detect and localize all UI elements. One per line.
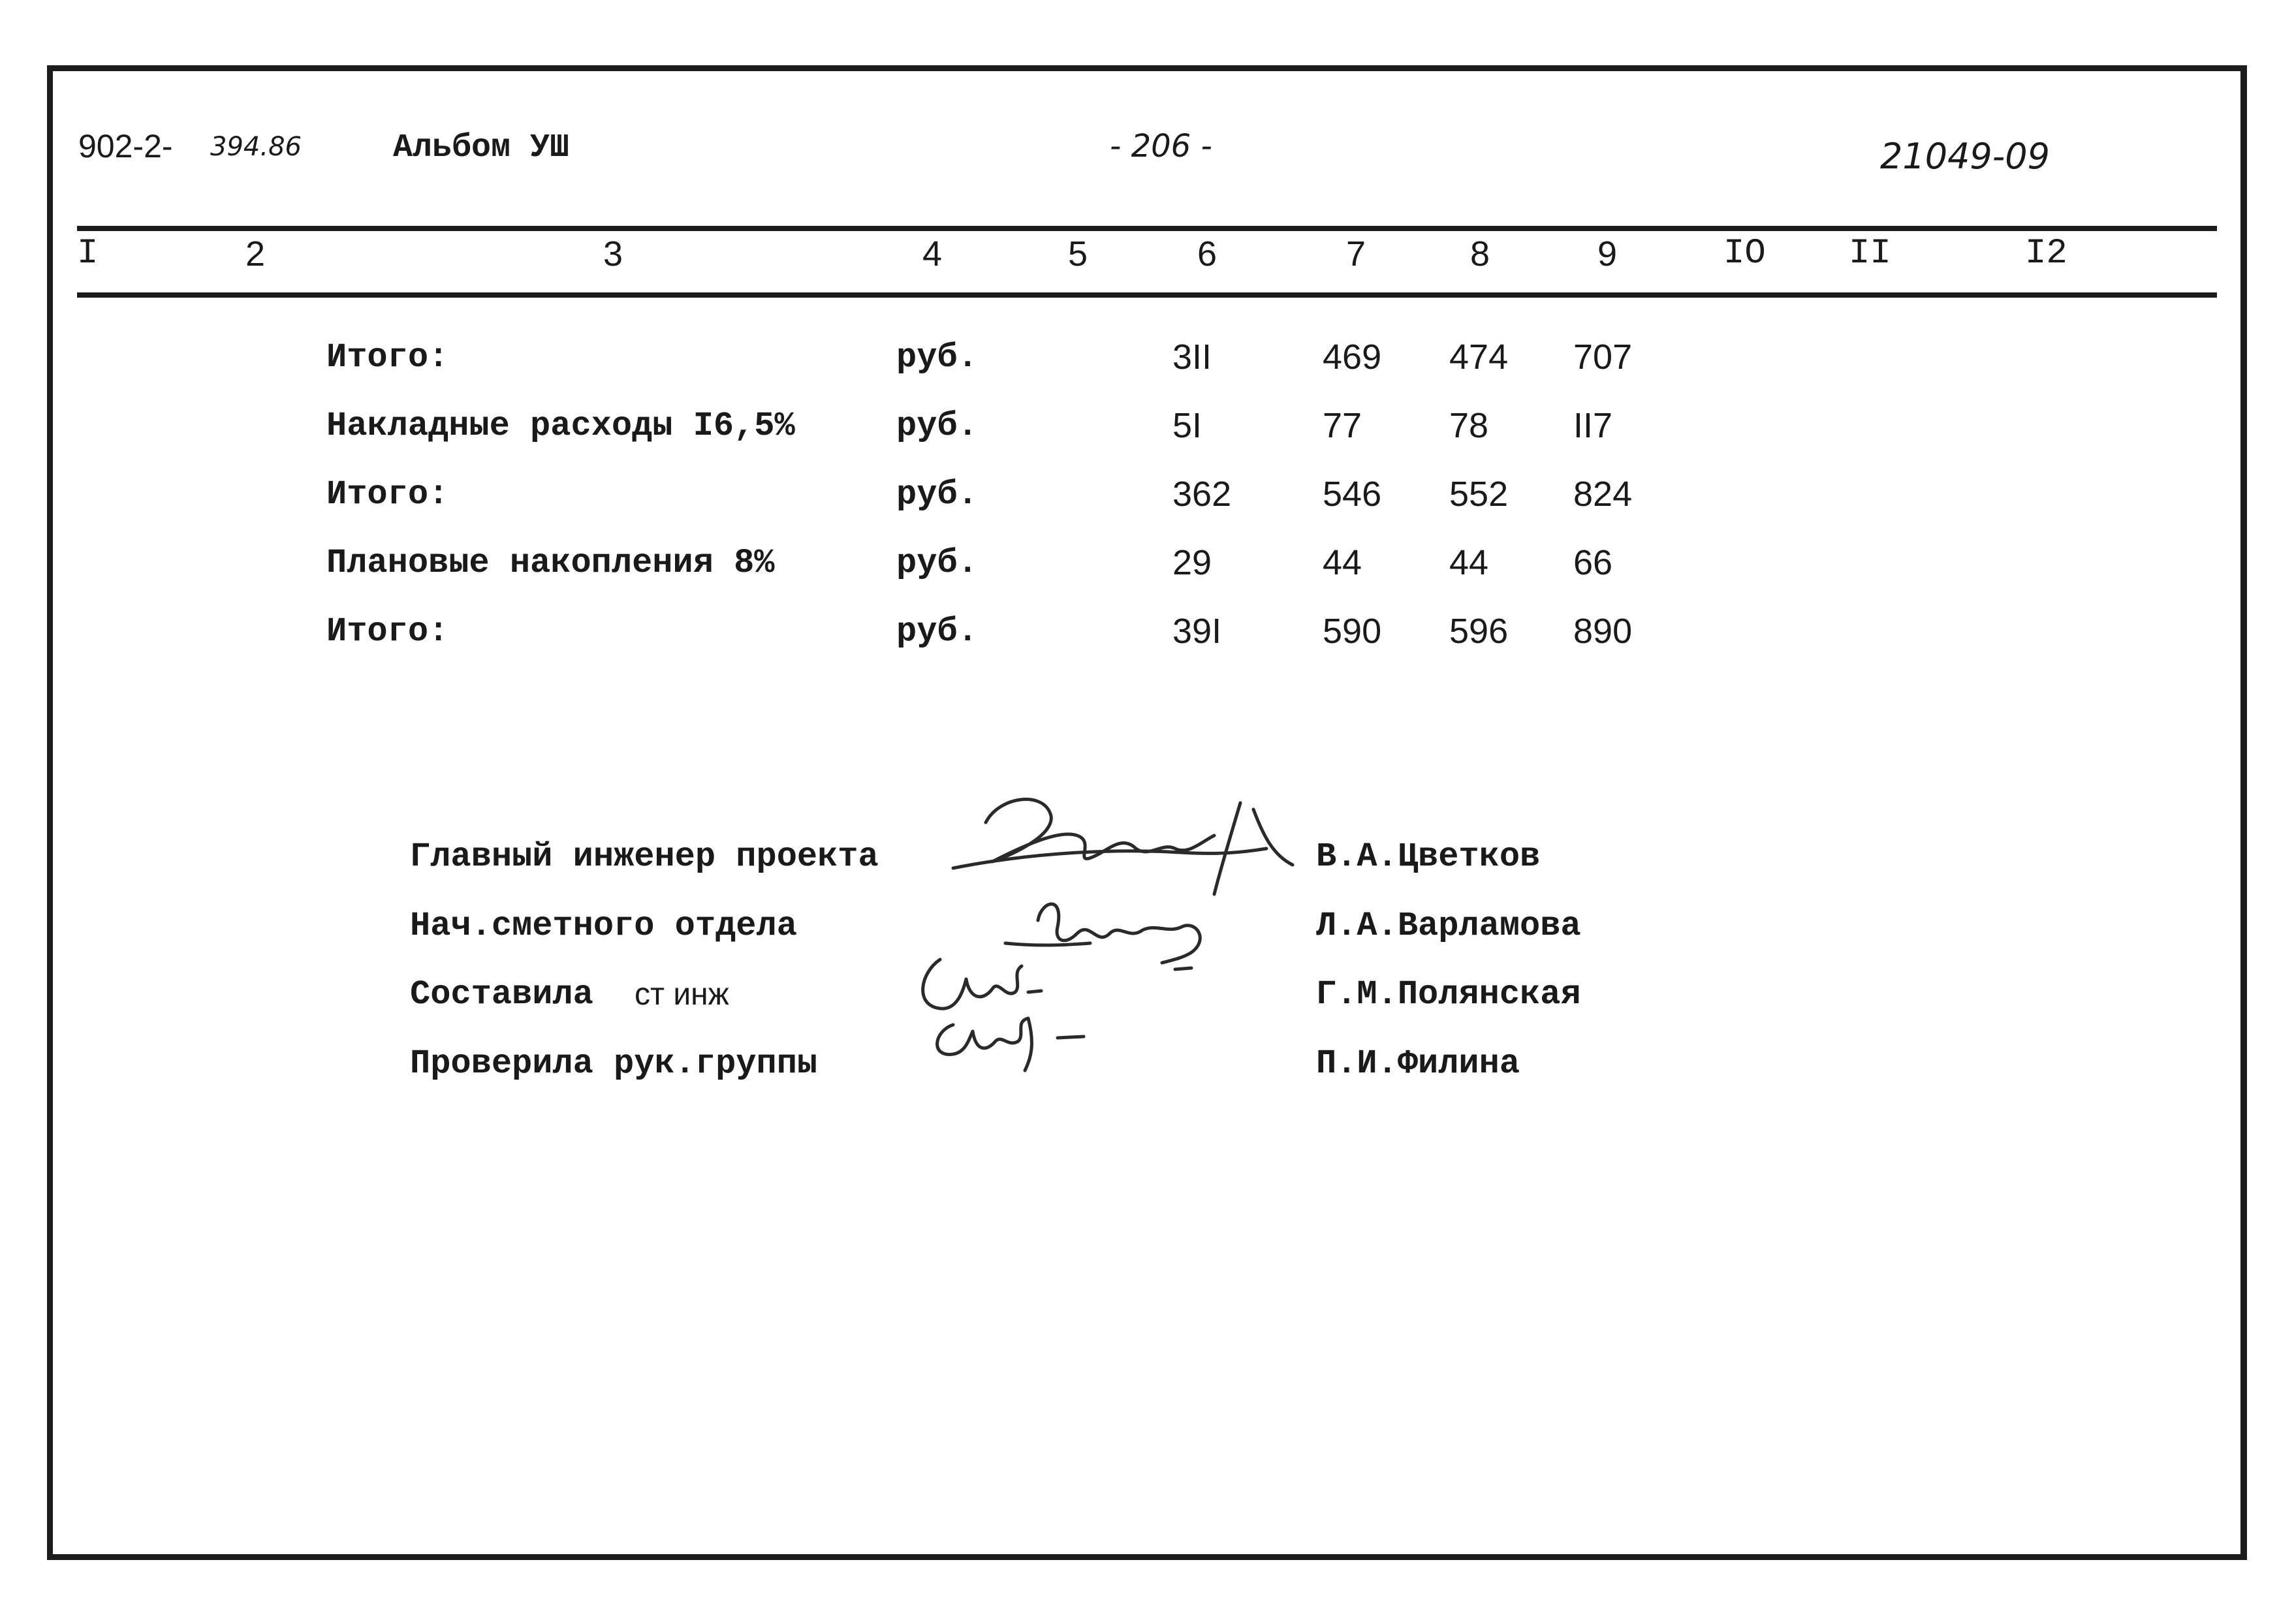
signatory-position-note: ст инж: [635, 977, 729, 1012]
cell-col8: 552: [1449, 475, 1509, 514]
row-label: Плановые накопления 8%: [326, 544, 775, 582]
document-code-handwritten: 394.86: [210, 132, 302, 162]
cell-col6: 3II: [1172, 337, 1212, 377]
column-number-9: 9: [1597, 234, 1618, 273]
cell-col8: 474: [1449, 337, 1509, 377]
cell-col9: 66: [1573, 543, 1613, 582]
cell-col9: 824: [1573, 475, 1633, 514]
cell-col6: 362: [1172, 475, 1232, 514]
row-unit: руб.: [896, 612, 978, 651]
column-number-10: IO: [1723, 234, 1766, 273]
cell-col6: 29: [1172, 543, 1212, 582]
cell-col8: 44: [1449, 543, 1489, 582]
album-label: Альбом УШ: [393, 129, 570, 166]
cell-col9: 890: [1573, 612, 1633, 651]
row-unit: руб.: [896, 338, 978, 377]
cell-col6: 39I: [1172, 612, 1222, 651]
cell-col7: 546: [1323, 475, 1382, 514]
row-label: Итого:: [326, 612, 449, 651]
cell-col7: 469: [1323, 337, 1382, 377]
column-number-8: 8: [1470, 234, 1490, 273]
row-label: Итого:: [326, 338, 449, 377]
cell-col8: 78: [1449, 406, 1489, 445]
document-number: 21049-09: [1880, 136, 2050, 177]
column-number-12: I2: [2025, 234, 2067, 273]
cell-col6: 5I: [1172, 406, 1202, 445]
signatory-role: Составила: [410, 975, 593, 1014]
cell-col7: 77: [1323, 406, 1362, 445]
column-number-11: II: [1849, 234, 1891, 273]
signatory-name: В.А.Цветков: [1316, 837, 1541, 876]
signatory-role: Нач.сметного отдела: [410, 907, 797, 945]
column-number-4: 4: [922, 234, 943, 273]
column-number-6: 6: [1197, 234, 1218, 273]
header-rule-bottom: [77, 292, 2217, 298]
signatory-role: Проверила рук.группы: [410, 1044, 818, 1083]
column-number-2: 2: [245, 234, 266, 273]
signatory-name: Л.А.Варламова: [1316, 907, 1581, 945]
cell-col9: II7: [1573, 406, 1613, 445]
cell-col7: 590: [1323, 612, 1382, 651]
cell-col8: 596: [1449, 612, 1509, 651]
document-code: 902-2-: [78, 128, 173, 164]
row-unit: руб.: [896, 544, 978, 582]
cell-col9: 707: [1573, 337, 1633, 377]
row-unit: руб.: [896, 407, 978, 445]
row-label: Итого:: [326, 475, 449, 514]
column-number-3: 3: [603, 234, 623, 273]
page-number: - 206 -: [1110, 128, 1212, 164]
signatory-role: Главный инженер проекта: [410, 837, 879, 876]
cell-col7: 44: [1323, 543, 1362, 582]
column-number-5: 5: [1068, 234, 1088, 273]
column-number-1: I: [77, 234, 99, 273]
row-label: Накладные расходы I6,5%: [326, 407, 795, 445]
signatory-name: П.И.Филина: [1316, 1044, 1520, 1083]
handwritten-signatures: [901, 783, 1319, 1090]
header-rule-top: [77, 226, 2217, 231]
column-number-7: 7: [1346, 234, 1366, 273]
signatory-name: Г.М.Полянская: [1316, 975, 1581, 1014]
row-unit: руб.: [896, 475, 978, 514]
